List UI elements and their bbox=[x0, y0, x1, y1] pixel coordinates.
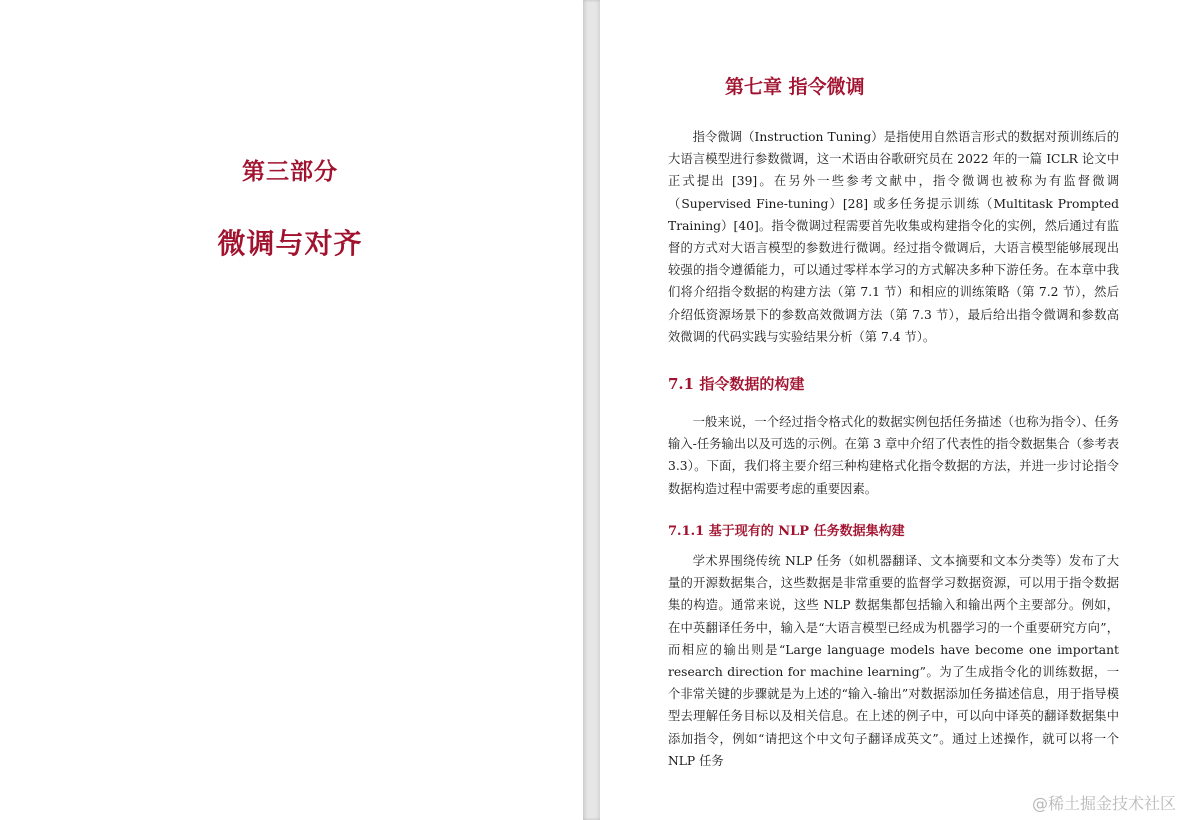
intro-block bbox=[668, 126, 1119, 348]
section-7-1-heading: 7.1 指令数据的构建 bbox=[668, 375, 805, 393]
page-gutter bbox=[583, 0, 600, 820]
chapter-title-text: 第七章 指令微调 bbox=[725, 76, 865, 98]
right-page bbox=[600, 0, 1184, 820]
section-7-1-1-paragraph: 学术界围绕传统 NLP 任务（如机器翻译、文本摘要和文本分类等）发布了大量的开源数据集合，这些数据是非常重要的监督学习数据资源，可以用于指令数据集的构造。通常来说，这些 NLP 数据集都包括输入和输出两个主要部分。例如，在中英翻译任务中，输入是“大语言模型已经成为机器学习的一个重要研究方向”，而相应的输出则是“Large language models have become one important research direction for machine learning”。为了生成指令化的训练数据，一个非常关键的步骤就是为上述的“输入-输出”对数据添加任务描述信息，用于指导模型去理解任务目标以及相关信息。在上述的例子中，可以向中译英的翻译数据集中添加指令，例如“请把这个中文句子翻译成英文”。通过上述操作，就可以将一个 NLP 任务 bbox=[668, 554, 1119, 768]
left-page bbox=[0, 0, 583, 820]
section-7-1-1-heading: 7.1.1 基于现有的 NLP 任务数据集构建 bbox=[668, 524, 905, 539]
part-title: 第三部分 bbox=[242, 158, 338, 185]
intro-paragraph: 指令微调（Instruction Tuning）是指使用自然语言形式的数据对预训练后的大语言模型进行参数微调，这一术语由谷歌研究员在 2022 年的一篇 ICLR 论文中正式提出 [39]。在另外一些参考文献中，指令微调也被称为有监督微调（Supervised Fine-tuning）[28] 或多任务提示训练（Multitask Prompted Training）[40]。指令微调过程需要首先收集或构建指令化的实例，然后通过有监督的方式对大语言模型的参数进行微调。经过指令微调后，大语言模型能够展现出较强的指令遵循能力，可以通过零样本学习的方式解决多种下游任务。在本章中我们将介绍指令数据的构建方法（第 7.1 节）和相应的训练策略（第 7.2 节），然后介绍低资源场景下的参数高效微调方法（第 7.3 节），最后给出指令微调和参数高效微调的代码实践与实验结果分析（第 7.4 节）。 bbox=[668, 130, 1119, 344]
section-7-1-block bbox=[668, 411, 1119, 500]
section-7-1-1-block bbox=[668, 550, 1119, 772]
watermark: @稀土掘金技术社区 bbox=[1031, 794, 1176, 813]
part-subtitle: 微调与对齐 bbox=[217, 227, 363, 260]
section-7-1-paragraph: 一般来说，一个经过指令格式化的数据实例包括任务描述（也称为指令）、任务输入-任务输出以及可选的示例。在第 3 章中介绍了代表性的指令数据集合（参考表 3.3）。下面，我们将主要介绍三种构建格式化指令数据的方法，并进一步讨论指令数据构造过程中需要考虑的重要因素。 bbox=[668, 415, 1119, 496]
